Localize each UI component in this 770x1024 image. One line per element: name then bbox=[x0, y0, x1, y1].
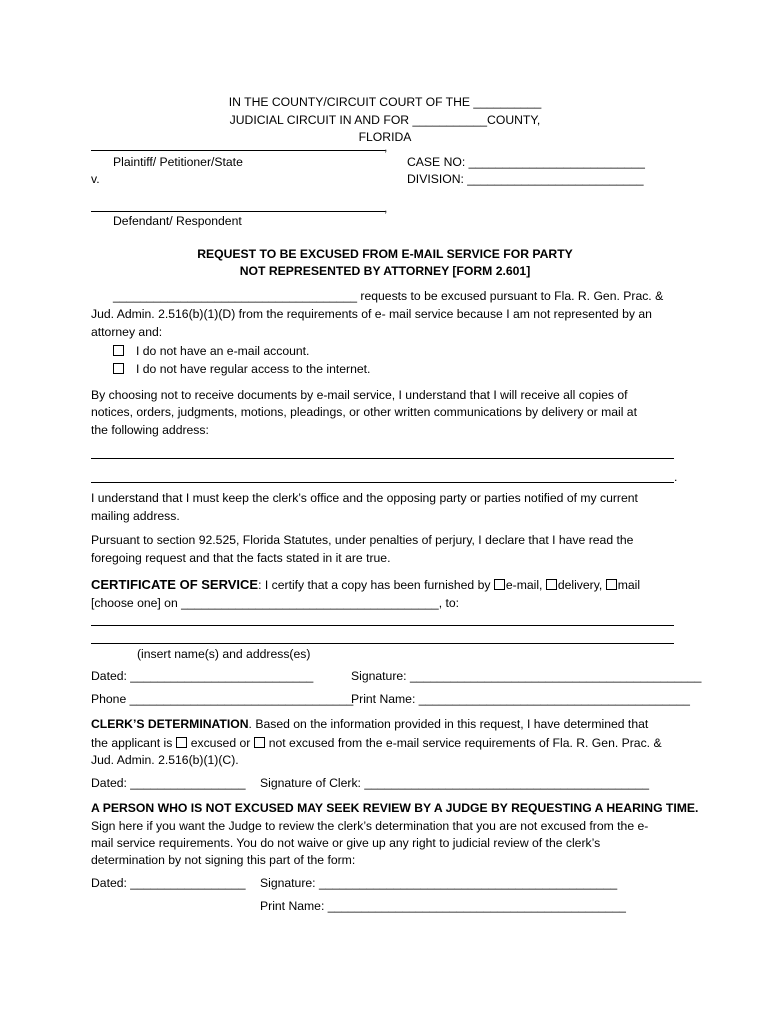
comma-mark: , bbox=[384, 140, 388, 154]
notify-text-line1: I understand that I must keep the clerk’s office and the opposing party or parties notified of my current bbox=[91, 491, 638, 505]
address-line-1[interactable] bbox=[91, 458, 674, 459]
clerk-line2 bbox=[91, 736, 662, 751]
address-text-line2: notices, orders, judgments, motions, pleadings, or other written communications by delivery or mail at bbox=[91, 405, 637, 419]
form-title-line2: NOT REPRESENTED BY ATTORNEY [FORM 2.601] bbox=[239, 264, 531, 278]
option-no-email[interactable] bbox=[113, 344, 309, 359]
review-dated-field[interactable]: Dated: _________________ bbox=[91, 876, 246, 890]
court-header-line2: JUDICIAL CIRCUIT IN AND FOR ___________COUNTY, bbox=[229, 113, 541, 127]
review-text-line2: mail service requirements. You do not waive or give up any right to judicial review of the clerk’s bbox=[91, 836, 601, 850]
certificate-delivery-option: delivery, bbox=[557, 578, 606, 592]
address-line-2[interactable] bbox=[91, 482, 674, 483]
certificate-signature-field[interactable]: Signature: ___________________________________________ bbox=[351, 669, 702, 683]
clerk-text: . Based on the information provided in this request, I have determined that bbox=[248, 717, 649, 731]
perjury-text-line1: Pursuant to section 92.525, Florida Statutes, under penalties of perjury, I declare that I have read the bbox=[91, 533, 634, 547]
request-intro-line1[interactable]: ____________________________________ requests to be excused pursuant to Fla. R. Gen. Prac. & bbox=[113, 289, 664, 303]
review-text-line3: determination by not signing this part of the form: bbox=[91, 853, 356, 867]
review-print-name-field[interactable]: Print Name: ____________________________________________ bbox=[260, 899, 626, 913]
review-text-line1: Sign here if you want the Judge to review the clerk’s determination that you are not excused from the e- bbox=[91, 819, 649, 833]
clerk-not-excused-option: not excused from the e-mail service requirements of Fla. R. Gen. Prac. & bbox=[268, 736, 662, 750]
clerk-line1 bbox=[91, 717, 648, 732]
clerk-signature-field[interactable]: Signature of Clerk: __________________________________________ bbox=[260, 776, 650, 790]
request-intro-line3: attorney and: bbox=[91, 325, 163, 339]
certificate-mail-option: mail bbox=[617, 578, 641, 592]
certificate-text: : I certify that a copy has been furnished by bbox=[258, 578, 494, 592]
request-intro-line2: Jud. Admin. 2.516(b)(1)(D) from the requirements of e- mail service because I am not represented by an bbox=[91, 307, 652, 321]
certificate-line1 bbox=[91, 577, 640, 593]
certificate-phone-field[interactable]: Phone _________________________________ bbox=[91, 692, 354, 706]
option-no-internet[interactable] bbox=[113, 362, 370, 377]
case-number-field[interactable]: CASE NO: __________________________ bbox=[407, 155, 645, 169]
service-recipient-line-1[interactable] bbox=[91, 625, 674, 626]
checkbox-icon[interactable] bbox=[494, 579, 505, 590]
option-no-email-label: I do not have an e-mail account. bbox=[136, 344, 310, 358]
defendant-line bbox=[91, 211, 385, 212]
checkbox-icon[interactable] bbox=[113, 345, 124, 356]
checkbox-icon[interactable] bbox=[113, 363, 124, 374]
review-heading: A PERSON WHO IS NOT EXCUSED MAY SEEK REVIEW BY A JUDGE BY REQUESTING A HEARING TIME. bbox=[91, 801, 699, 815]
court-header-line3: FLORIDA bbox=[358, 130, 412, 144]
form-title-line1: REQUEST TO BE EXCUSED FROM E-MAIL SERVICE FOR PARTY bbox=[197, 247, 573, 261]
clerk-dated-field[interactable]: Dated: _________________ bbox=[91, 776, 246, 790]
plaintiff-label: Plaintiff/ Petitioner/State bbox=[113, 155, 243, 169]
checkbox-icon[interactable] bbox=[176, 737, 187, 748]
clerk-line3: Jud. Admin. 2.516(b)(1)(C). bbox=[91, 753, 239, 767]
insert-names-label: (insert name(s) and address(es) bbox=[137, 647, 311, 661]
checkbox-icon[interactable] bbox=[254, 737, 265, 748]
checkbox-icon[interactable] bbox=[606, 579, 617, 590]
division-field[interactable]: DIVISION: __________________________ bbox=[407, 172, 644, 186]
clerk-heading: CLERK’S DETERMINATION bbox=[91, 717, 249, 731]
address-period: . bbox=[674, 470, 678, 484]
certificate-line2[interactable]: [choose one] on ______________________________________, to: bbox=[91, 596, 460, 610]
perjury-text-line2: foregoing request and that the facts stated in it are true. bbox=[91, 551, 391, 565]
court-header-line1: IN THE COUNTY/CIRCUIT COURT OF THE __________ bbox=[228, 95, 542, 109]
clerk-applicant-text: the applicant is bbox=[91, 736, 176, 750]
certificate-print-name-field[interactable]: Print Name: ________________________________________ bbox=[351, 692, 690, 706]
checkbox-icon[interactable] bbox=[546, 579, 557, 590]
review-signature-field[interactable]: Signature: ____________________________________________ bbox=[260, 876, 618, 890]
clerk-excused-option: excused or bbox=[190, 736, 254, 750]
address-text-line1: By choosing not to receive documents by e-mail service, I understand that I will receive all copies of bbox=[91, 388, 628, 402]
option-no-internet-label: I do not have regular access to the internet. bbox=[136, 362, 371, 376]
certificate-email-option: e-mail, bbox=[505, 578, 546, 592]
comma-mark: , bbox=[384, 201, 388, 215]
certificate-heading: CERTIFICATE OF SERVICE bbox=[91, 577, 259, 592]
certificate-dated-field[interactable]: Dated: ___________________________ bbox=[91, 669, 314, 683]
defendant-label: Defendant/ Respondent bbox=[113, 214, 242, 228]
plaintiff-line bbox=[91, 150, 385, 151]
versus-label: v. bbox=[91, 172, 100, 186]
notify-text-line2: mailing address. bbox=[91, 509, 180, 523]
service-recipient-line-2[interactable] bbox=[91, 643, 674, 644]
address-text-line3: the following address: bbox=[91, 423, 209, 437]
